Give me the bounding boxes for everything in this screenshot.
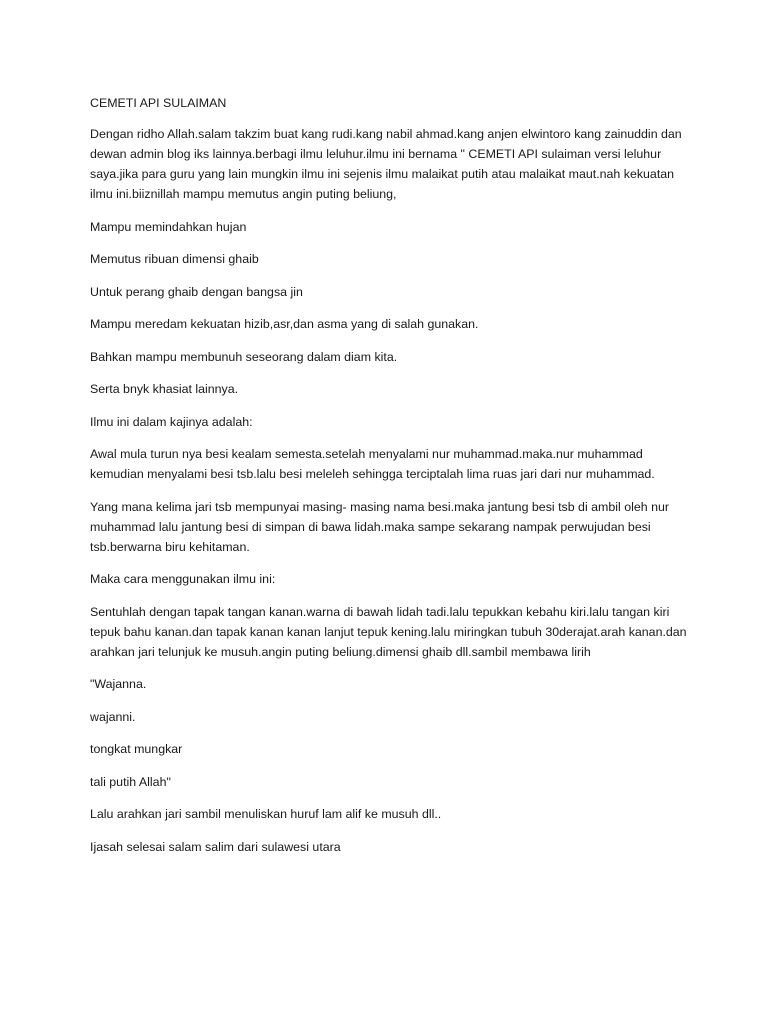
document-body: [90, 93, 690, 869]
document-title: CEMETI API SULAIMAN: [90, 96, 227, 110]
paragraph: Memutus ribuan dimensi ghaib: [90, 252, 259, 266]
paragraph: "Wajanna.: [90, 677, 147, 691]
paragraph: Untuk perang ghaib dengan bangsa jin: [90, 284, 303, 299]
paragraph: tali putih Allah": [90, 774, 171, 789]
paragraph: Ilmu ini dalam kajinya adalah:: [90, 414, 253, 429]
paragraph: Yang mana kelima jari tsb mempunyai masing- masing nama besi.maka jantung besi tsb di ambil oleh nur muhammad lalu jantung besi di simpan di bawa lidah.maka sampe sekarang nampak perwujudan besi tsb.berwarna biru kehitaman.: [90, 499, 669, 554]
paragraph: Serta bnyk khasiat lainnya.: [90, 382, 239, 396]
paragraph-closing: Ijasah selesai salam salim dari sulawesi utara: [90, 839, 341, 854]
paragraph: Maka cara menggunakan ilmu ini:: [90, 572, 276, 586]
paragraph: Bahkan mampu membunuh seseorang dalam diam kita.: [90, 349, 398, 364]
paragraph: tongkat mungkar: [90, 742, 183, 756]
paragraph: Sentuhlah dengan tapak tangan kanan.warna di bawah lidah tadi.lalu tepukkan kebahu kiri.lalu tangan kiri tepuk bahu kanan.dan tapak kanan kanan lanjut tepuk kening.lalu miringkan tubuh 30derajat.arah kanan.dan arahkan jari telunjuk ke musuh.angin puting beliung.dimensi ghaib dll.sambil membawa lirih: [90, 604, 687, 659]
paragraph: Mampu meredam kekuatan hizib,asr,dan asma yang di salah gunakan.: [90, 317, 479, 331]
paragraph: Lalu arahkan jari sambil menuliskan huruf lam alif ke musuh dll..: [90, 807, 442, 821]
paragraph: Mampu memindahkan hujan: [90, 219, 247, 234]
paragraph: Awal mula turun nya besi kealam semesta.setelah menyalami nur muhammad.maka.nur muhammad kemudian menyalami besi tsb.lalu besi meleleh sehingga terciptalah lima ruas jari dari nur muhammad.: [90, 447, 655, 481]
paragraph-intro: Dengan ridho Allah.salam takzim buat kang rudi.kang nabil ahmad.kang anjen elwintoro kang zainuddin dan dewan admin blog iks lainnya.berbagi ilmu leluhur.ilmu ini bernama " CEMETI API sulaiman versi leluhur saya.jika para guru yang lain mungkin ilmu ini sejenis ilmu malaikat putih atau malaikat maut.nah kekuatan ilmu ini.biiznillah mampu memutus angin puting beliung,: [90, 127, 682, 201]
paragraph: wajanni.: [90, 709, 136, 724]
